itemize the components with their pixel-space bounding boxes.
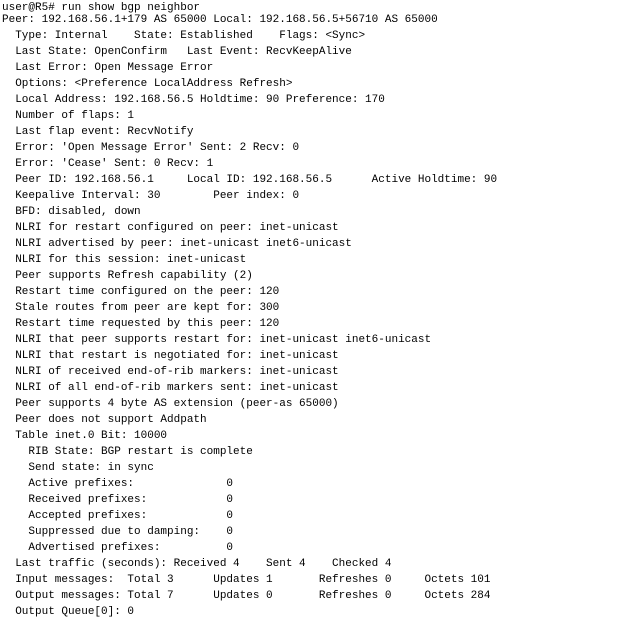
terminal-line: Local Address: 192.168.56.5 Holdtime: 90 Preference: 170 (2, 94, 385, 106)
terminal-line: Number of flaps: 1 (2, 110, 135, 122)
terminal-line: Received prefixes: 0 (2, 494, 234, 506)
terminal-line: Error: 'Cease' Sent: 0 Recv: 1 (2, 158, 214, 170)
terminal-line: Peer supports Refresh capability (2) (2, 270, 253, 282)
terminal-line: NLRI that restart is negotiated for: inet-unicast (2, 350, 339, 362)
terminal-line: Type: Internal State: Established Flags: <Sync> (2, 30, 366, 42)
terminal-line: RIB State: BGP restart is complete (2, 446, 253, 458)
terminal-line: Options: <Preference LocalAddress Refresh> (2, 78, 293, 90)
terminal-line: NLRI that peer supports restart for: inet-unicast inet6-unicast (2, 334, 432, 346)
terminal-line: NLRI advertised by peer: inet-unicast inet6-unicast (2, 238, 352, 250)
terminal-line: Last State: OpenConfirm Last Event: RecvKeepAlive (2, 46, 352, 58)
terminal-line: Send state: in sync (2, 462, 154, 474)
terminal-line: BFD: disabled, down (2, 206, 141, 218)
terminal-line: Last Error: Open Message Error (2, 62, 214, 74)
terminal-line: NLRI of received end-of-rib markers: inet-unicast (2, 366, 339, 378)
terminal-line: Peer does not support Addpath (2, 414, 207, 426)
terminal-line: Input messages: Total 3 Updates 1 Refreshes 0 Octets 101 (2, 574, 491, 586)
terminal-line: Peer ID: 192.168.56.1 Local ID: 192.168.56.5 Active Holdtime: 90 (2, 174, 498, 186)
terminal-line: Error: 'Open Message Error' Sent: 2 Recv: 0 (2, 142, 300, 154)
terminal-line: Last flap event: RecvNotify (2, 126, 194, 138)
terminal-line: NLRI for restart configured on peer: inet-unicast (2, 222, 339, 234)
terminal-prompt: user@R5# run show bgp neighbor (2, 2, 201, 14)
terminal-line: Peer supports 4 byte AS extension (peer-as 65000) (2, 398, 339, 410)
terminal-line: NLRI of all end-of-rib markers sent: inet-unicast (2, 382, 339, 394)
terminal-line: Advertised prefixes: 0 (2, 542, 234, 554)
terminal-line: Active prefixes: 0 (2, 478, 234, 490)
terminal-line: Keepalive Interval: 30 Peer index: 0 (2, 190, 300, 202)
terminal-line: Accepted prefixes: 0 (2, 510, 234, 522)
terminal-line: Peer: 192.168.56.1+179 AS 65000 Local: 192.168.56.5+56710 AS 65000 (2, 14, 438, 26)
terminal-line: Last traffic (seconds): Received 4 Sent 4 Checked 4 (2, 558, 392, 570)
terminal-line: Restart time configured on the peer: 120 (2, 286, 280, 298)
terminal-line: Stale routes from peer are kept for: 300 (2, 302, 280, 314)
terminal-line: Suppressed due to damping: 0 (2, 526, 234, 538)
terminal-line: Restart time requested by this peer: 120 (2, 318, 280, 330)
terminal-line: NLRI for this session: inet-unicast (2, 254, 247, 266)
terminal-line: Table inet.0 Bit: 10000 (2, 430, 168, 442)
terminal-line: Output messages: Total 7 Updates 0 Refreshes 0 Octets 284 (2, 590, 491, 602)
terminal-line: Output Queue[0]: 0 (2, 606, 135, 618)
